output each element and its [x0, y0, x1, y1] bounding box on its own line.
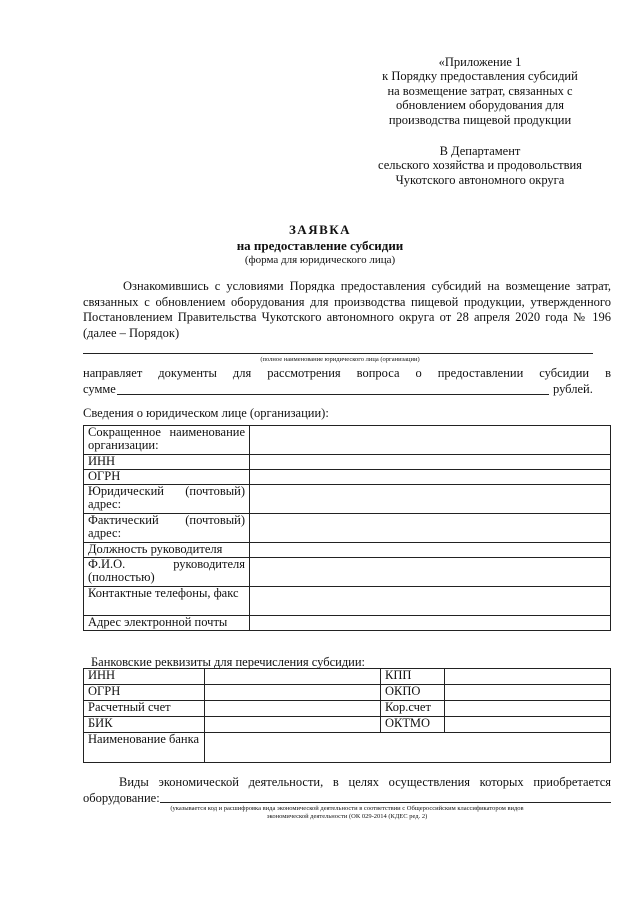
table-row — [84, 470, 611, 485]
sum-word: сумме — [83, 382, 116, 396]
bank-value-cell[interactable] — [445, 685, 611, 701]
appendix-line: «Приложение 1 — [438, 55, 522, 69]
bank-value-cell[interactable] — [445, 669, 611, 685]
org-value-cell[interactable] — [250, 587, 611, 616]
table-row — [84, 701, 611, 717]
org-value-cell[interactable] — [250, 470, 611, 485]
bank-value-cell[interactable] — [205, 685, 381, 701]
org-value-cell[interactable] — [250, 455, 611, 470]
appendix-line: к Порядку предоставления субсидий — [382, 69, 578, 84]
org-label: ОГРН — [84, 470, 250, 485]
org-info-table — [83, 425, 611, 631]
page-title: ЗАЯВКА — [288, 222, 352, 237]
org-value-cell[interactable] — [250, 426, 611, 455]
appendix-line: производства пищевой продукции — [388, 112, 572, 127]
appendix-block — [350, 55, 610, 127]
bank-name-label: Наименование банка — [84, 733, 205, 763]
activity-caption: экономической деятельности (ОК 029-2014 (КДЕС ред. 2) — [266, 813, 428, 820]
bank-value-cell[interactable] — [205, 669, 381, 685]
bank-table — [83, 668, 611, 763]
bank-value-cell[interactable] — [205, 701, 381, 717]
table-row — [84, 669, 611, 685]
activity-caption: (указывается код и расшифровка вида экономической деятельности в соответствии с Общероссийским классификатором видов — [170, 805, 524, 812]
bank-label: КПП — [381, 669, 445, 685]
org-value-cell[interactable] — [250, 616, 611, 631]
currency-word: рублей. — [553, 382, 593, 396]
bank-value-cell[interactable] — [445, 717, 611, 733]
org-label: Ф.И.О. руководителя (полностью) — [84, 558, 250, 587]
form-note: (форма для юридического лица) — [244, 254, 396, 266]
bank-label: ОГРН — [84, 685, 205, 701]
bank-label: ИНН — [84, 669, 205, 685]
org-label: ИНН — [84, 455, 250, 470]
addressee-line: В Департамент — [439, 144, 521, 158]
org-label: Юридический (почтовый) адрес: — [84, 485, 250, 514]
activity-input-line[interactable] — [160, 802, 611, 803]
org-info-heading: Сведения о юридическом лице (организации): — [83, 406, 329, 420]
page-subtitle: на предоставление субсидии — [236, 238, 404, 253]
table-row — [84, 543, 611, 558]
org-value-cell[interactable] — [250, 543, 611, 558]
table-row — [84, 455, 611, 470]
table-row — [84, 558, 611, 587]
activity-paragraph: Виды экономической деятельности, в целях осуществления которых приобретается оборудование: — [83, 775, 611, 805]
table-row — [84, 514, 611, 543]
org-value-cell[interactable] — [250, 514, 611, 543]
table-row — [84, 587, 611, 616]
bank-label: Кор.счет — [381, 701, 445, 717]
org-name-line[interactable] — [83, 353, 593, 354]
table-row — [84, 717, 611, 733]
org-value-cell[interactable] — [250, 558, 611, 587]
addressee-block — [350, 144, 610, 187]
bank-label: ОКТМО — [381, 717, 445, 733]
bank-label: ОКПО — [381, 685, 445, 701]
org-label: Фактический (почтовый) адрес: — [84, 514, 250, 543]
bank-heading: Банковские реквизиты для перечисления субсидии: — [91, 655, 366, 669]
appendix-line: на возмещение затрат, связанных с — [387, 83, 573, 98]
sends-line: направляет документы для рассмотрения вопроса о предоставлении субсидии в — [83, 366, 611, 380]
addressee-line: Чукотского автономного округа — [395, 172, 565, 187]
table-row — [84, 485, 611, 514]
appendix-line: обновлением оборудования для — [396, 98, 564, 113]
bank-value-cell[interactable] — [445, 701, 611, 717]
sum-input-line[interactable] — [117, 394, 549, 395]
bank-name-value-cell[interactable] — [205, 733, 611, 763]
org-label: Адрес электронной почты — [84, 616, 250, 631]
table-row — [84, 426, 611, 455]
intro-paragraph: Ознакомившись с условиями Порядка предоставления субсидий на возмещение затрат, связанных с обновлением оборудования для производства пищевой продукции, утвержденного Постановлением Правительства Чукотского автономного округа от 28 апреля 2020 года № 196 (далее – Порядок) — [83, 279, 611, 340]
org-label: Контактные телефоны, факс — [84, 587, 250, 616]
bank-label: Расчетный счет — [84, 701, 205, 717]
bank-label: БИК — [84, 717, 205, 733]
org-name-caption: (полное наименование юридического лица (организации) — [260, 356, 420, 363]
table-row — [84, 685, 611, 701]
addressee-line: сельского хозяйства и продовольствия — [378, 158, 582, 173]
org-value-cell[interactable] — [250, 485, 611, 514]
table-row — [84, 616, 611, 631]
org-label: Сокращенное наименование организации: — [84, 426, 250, 455]
org-label: Должность руководителя — [84, 543, 250, 558]
table-row — [84, 733, 611, 763]
bank-value-cell[interactable] — [205, 717, 381, 733]
